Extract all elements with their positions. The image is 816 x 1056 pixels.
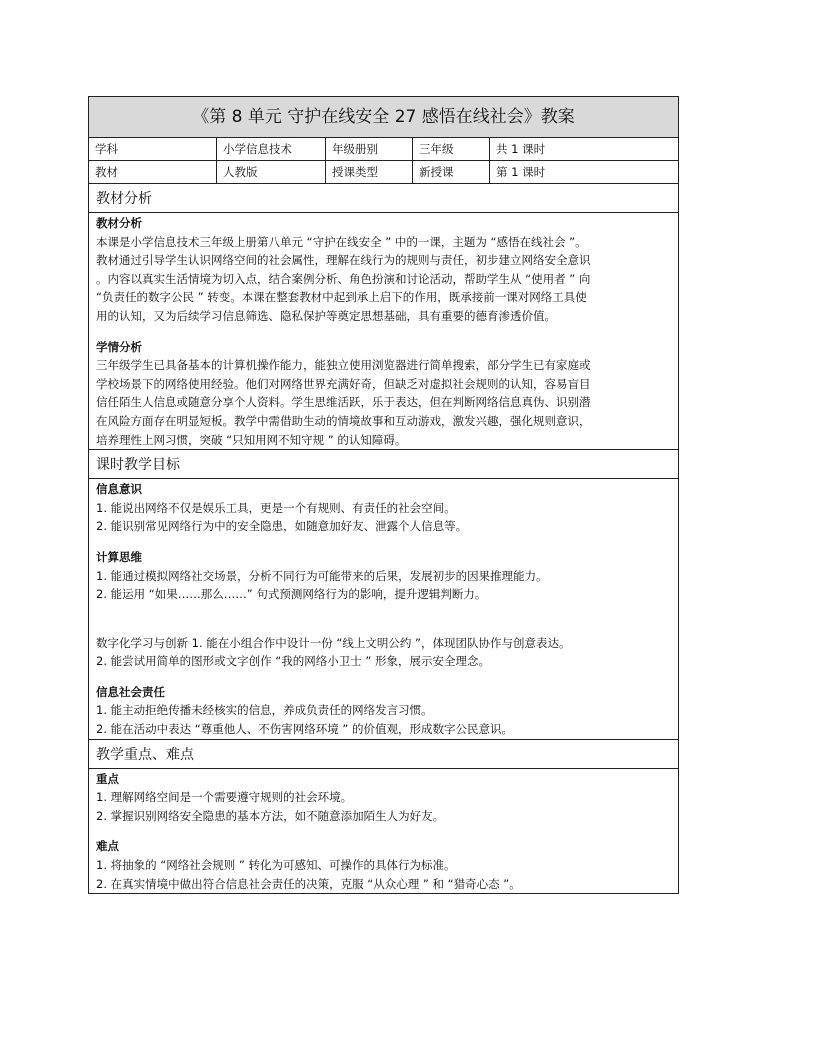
text-line: 信任陌生人信息或随意分享个人资料。学生思维活跃，乐于表达，但在判断网络信息真伪、识别潜 <box>96 395 591 410</box>
meta-row-1 <box>89 138 678 161</box>
list-item: 2. 能在活动中表达 “尊重他人、不伤害网络环境 ” 的价值观，形成数字公民意识。 <box>96 722 514 737</box>
list-item: 1. 能说出网络不仅是娱乐工具，更是一个有规则、有责任的社会空间。 <box>96 500 456 515</box>
objectives-section <box>89 479 678 740</box>
list-item: 2. 能尝试用简单的图形或文字创作 “我的网络小卫士 ” 形象，展示安全理念。 <box>96 654 491 669</box>
list-item: 1. 将抽象的 “网络社会规则 ” 转化为可感知、可操作的具体行为标准。 <box>96 858 456 873</box>
list-item: 1. 理解网络空间是一个需要遵守规则的社会环境。 <box>96 790 353 805</box>
list-item: 数字化学习与创新 1. 能在小组合作中设计一份 “线上文明公约 ”，体现团队协作与创意表达。 <box>96 635 571 650</box>
spacer <box>96 825 671 837</box>
list-item: 1. 能主动拒绝传播未经核实的信息，养成负责任的网络发言习惯。 <box>96 703 433 718</box>
text-line: 本课是小学信息技术三年级上册第八单元 “守护在线安全 ” 中的一课，主题为 “感悟在线社会 ”。 <box>96 234 587 249</box>
text-line: 学校场景下的网络使用经验。他们对网络世界充满好奇，但缺乏对虚拟社会规则的认知，容易盲目 <box>96 376 591 391</box>
textbook-label: 教材 <box>89 161 217 183</box>
current-period: 第 1 课时 <box>496 165 546 179</box>
text-line: 。内容以真实生活情境为切入点，结合案例分析、角色扮演和讨论活动，帮助学生从 “使用者 ” 向 <box>96 271 591 286</box>
objectives-heading: 课时教学目标 <box>89 450 678 479</box>
list-item: 2. 在真实情境中做出符合信息社会责任的决策，克服 “从众心理 ” 和 “猎奇心态 ”。 <box>96 876 521 891</box>
lesson-type-value: 新授课 <box>413 161 490 183</box>
total-periods: 共 1 课时 <box>496 142 546 156</box>
key-points-title: 重点 <box>96 771 119 786</box>
spacer <box>96 671 671 683</box>
list-item: 2. 能运用 “如果……那么……” 句式预测网络行为的影响，提升逻辑判断力。 <box>96 587 487 602</box>
spacer <box>96 536 671 548</box>
text-line: 三年级学生已具备基本的计算机操作能力，能独立使用浏览器进行简单搜索，部分学生已有家庭或 <box>96 358 591 373</box>
analysis-heading: 教材分析 <box>89 184 678 213</box>
spacer <box>96 604 671 634</box>
meta-row-2 <box>89 161 678 184</box>
subject-label: 学科 <box>89 138 217 160</box>
textbook-value: 人教版 <box>217 161 326 183</box>
text-line: 培养理性上网习惯，突破 “只知用网不知守规 ” 的认知障碍。 <box>96 432 407 447</box>
document-title: 《第 8 单元 守护在线安全 27 感悟在线社会》教案 <box>89 97 678 138</box>
info-awareness-title: 信息意识 <box>96 482 142 497</box>
textbook-analysis-title: 教材分析 <box>96 216 142 230</box>
grade-value: 三年级 <box>413 138 490 160</box>
subject-value: 小学信息技术 <box>217 138 326 160</box>
lesson-plan-document <box>88 96 679 894</box>
keypoints-heading: 教学重点、难点 <box>89 740 678 769</box>
difficulties-title: 难点 <box>96 839 119 854</box>
text-line: 在风险方面存在明显短板。教学中需借助生动的情境故事和互动游戏，激发兴趣，强化规则意识， <box>96 413 591 428</box>
computational-thinking-title: 计算思维 <box>96 549 142 564</box>
keypoints-section <box>89 769 678 894</box>
student-analysis-title: 学情分析 <box>96 339 142 354</box>
student-analysis-text <box>96 356 671 449</box>
lesson-type-label: 授课类型 <box>326 161 413 183</box>
spacer <box>96 326 671 338</box>
social-responsibility-title: 信息社会责任 <box>96 684 165 699</box>
list-item: 2. 能识别常见网络行为中的安全隐患，如随意加好友、泄露个人信息等。 <box>96 519 468 534</box>
list-item: 2. 掌握识别网络安全隐患的基本方法，如不随意添加陌生人为好友。 <box>96 808 445 823</box>
list-item: 1. 能通过模拟网络社交场景，分析不同行为可能带来的后果，发展初步的因果推理能力。 <box>96 568 548 583</box>
text-line: 用的认知，又为后续学习信息筛选、隐私保护等奠定思想基础，具有重要的德育渗透价值。 <box>96 308 556 323</box>
grade-label: 年级册别 <box>326 138 413 160</box>
text-line: “负责任的数字公民 ” 转变。本课在整套教材中起到承上启下的作用，既承接前一课对网络工具使 <box>96 290 587 305</box>
text-line: 教材通过引导学生认识网络空间的社会属性，理解在线行为的规则与责任，初步建立网络安全意识 <box>96 253 591 268</box>
analysis-section <box>89 213 678 450</box>
textbook-analysis-text <box>96 233 671 326</box>
